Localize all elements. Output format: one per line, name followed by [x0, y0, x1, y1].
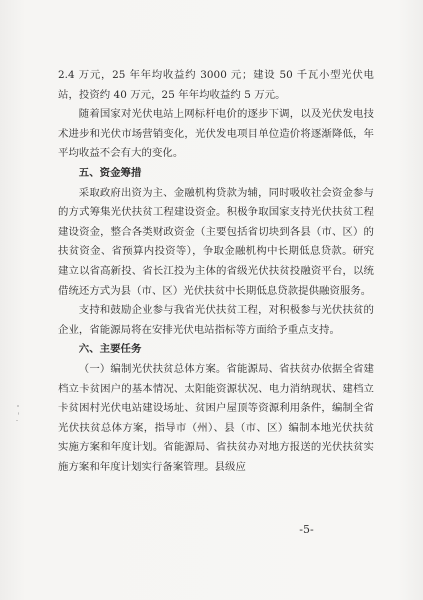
section-heading-tasks: 六、主要任务 [78, 343, 142, 356]
paragraph-funding-sources: 采取政府出资为主、金融机构贷款为辅，同时吸收社会资金参与的方式筹集光伏扶贫工程建设资金。积极争取国家支持光伏扶贫工程建设资金，整合各类财政资金（主要包括省切块到各县（市、区）的扶贫资金、省预算内投资等），争取金融机构中长期低息贷款。研究建立以省高新投、省长江投为主体的省级光伏扶贫投融资平台，以统借统还方式为县（市、区）光伏扶贫中长期低息贷款提供融资服务。 [58, 186, 374, 297]
document-body [58, 66, 374, 477]
page-number: -5- [299, 523, 314, 536]
scan-speck [17, 405, 19, 407]
scan-speck [18, 412, 19, 415]
section-heading-funding: 五、资金筹措 [78, 166, 142, 179]
paragraph-price-trend: 随着国家对光伏电站上网标杆电价的逐步下调，以及光伏发电技术进步和光伏市场营销变化，光伏发电项目单位造价将逐渐降低，年平均收益不会有大的变化。 [58, 108, 374, 160]
scan-speck [16, 420, 18, 421]
paragraph-task-one: （一）编制光伏扶贫总体方案。省能源局、省扶贫办依据全省建档立卡贫困户的基本情况、太阳能资源状况、电力消纳现状、建档立卡贫困村光伏电站建设场址、贫困户屋顶等资源利用条件，编制全省光伏扶贫总体方案，指导市（州）、县（市、区）编制本地光伏扶贫实施方案和年度计划。省能源局、省扶贫办对地方报送的光伏扶贫实施方案和年度计划实行备案管理。县级应 [58, 362, 374, 473]
paragraph-continuation: 2.4 万元，25 年年均收益约 3000 元；建设 50 千瓦小型光伏电站，投资约 40 万元，25 年年均收益约 5 万元。 [58, 69, 374, 101]
paragraph-enterprise-support: 支持和鼓励企业参与我省光伏扶贫工程，对积极参与光伏扶贫的企业，省能源局将在安排光伏电站指标等方面给予重点支持。 [58, 304, 374, 336]
